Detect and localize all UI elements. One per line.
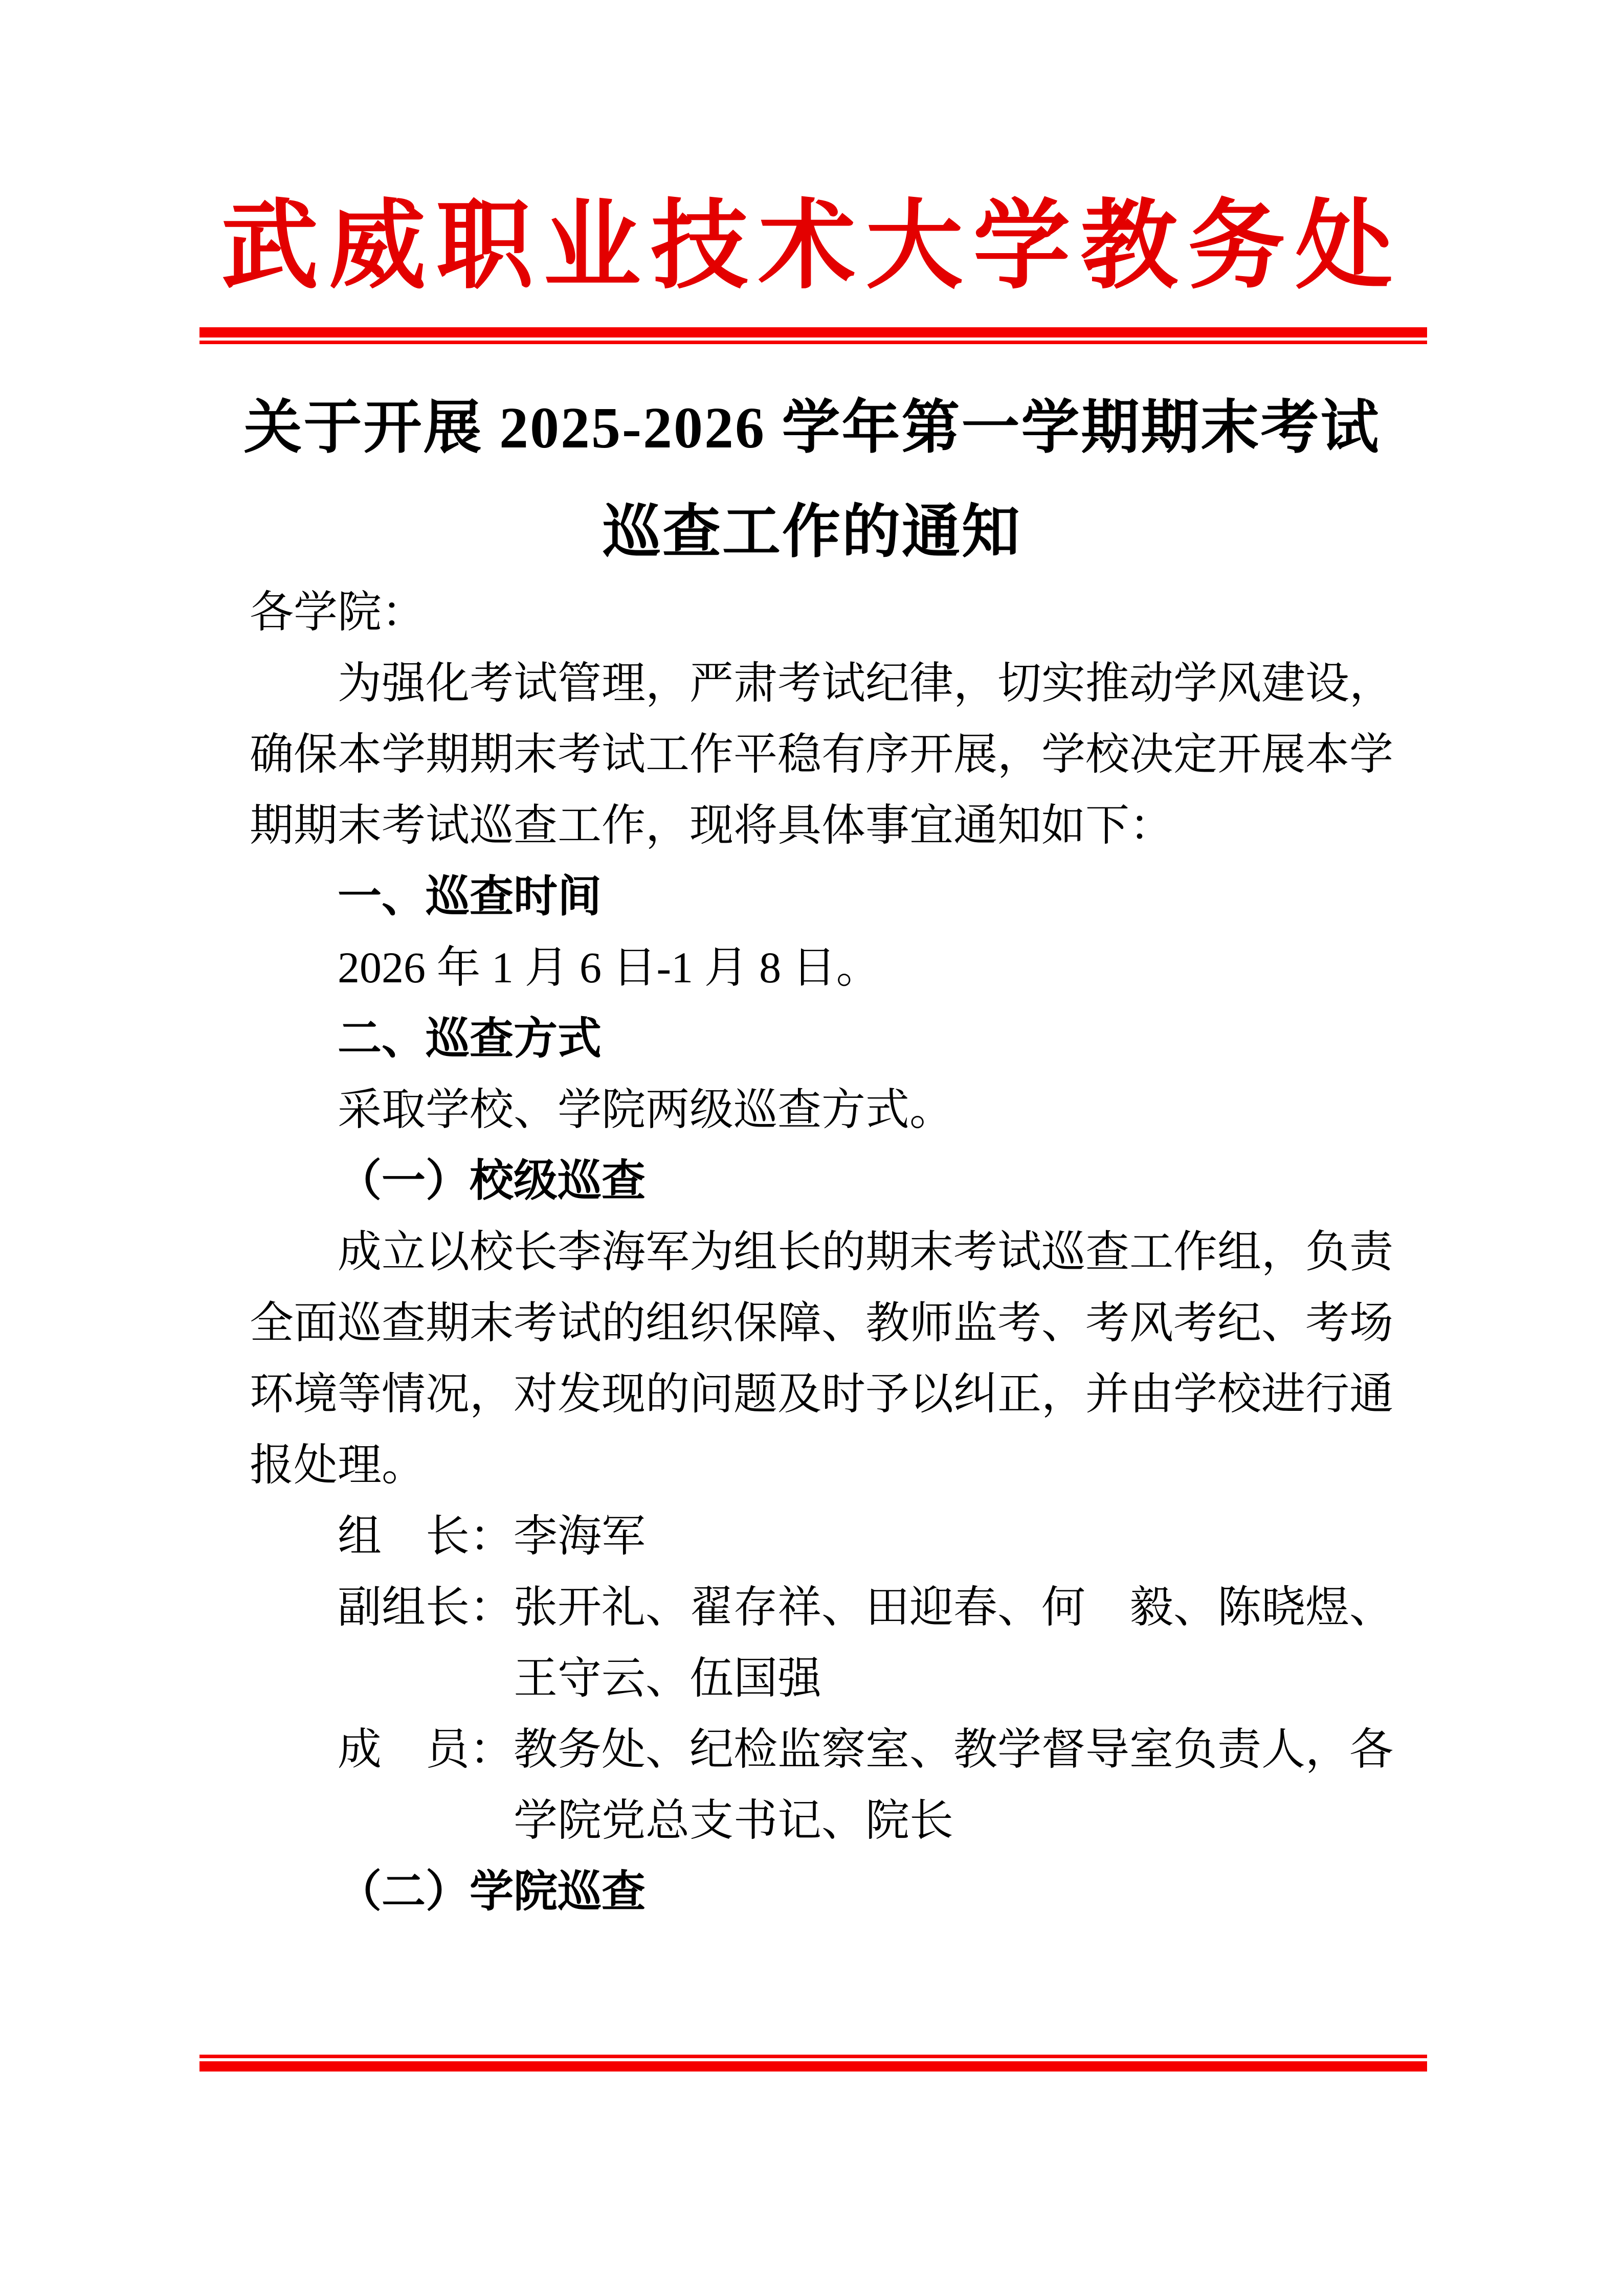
document-title (0, 376, 1624, 584)
body-line-paragraph: 全面巡查期末考试的组织保障、教师监考、考风考纪、考场 (250, 1298, 1393, 1347)
body-line-paragraph: 环境等情况，对发现的问题及时予以纠正，并由学校进行通 (250, 1369, 1393, 1419)
separator-thick-line (199, 2061, 1427, 2072)
letterhead-org-name: 武威职业技术大学教务处 (221, 193, 1403, 301)
body-line-paragraph: 确保本学期期末考试工作平稳有序开展，学校决定开展本学 (250, 730, 1393, 779)
body-line-inspection-date: 2026 年 1 月 6 日-1 月 8 日。 (338, 943, 880, 992)
document-title-line-1: 关于开展 2025-2026 学年第一学期期末考试 (243, 395, 1381, 460)
body-line-paragraph: 报处理。 (250, 1440, 426, 1490)
body-line-salutation: 各学院： (250, 588, 426, 637)
letterhead-separator (199, 327, 1427, 344)
document-title-line-2: 巡查工作的通知 (602, 500, 1021, 565)
body-line-group-leader: 组 长：李海军 (338, 1512, 646, 1561)
body-line-paragraph: 期期末考试巡查工作，现将具体事宜通知如下： (250, 801, 1173, 850)
separator-thin-line (199, 2055, 1427, 2058)
body-line-paragraph: 为强化考试管理，严肃考试纪律，切实推动学风建设， (338, 659, 1393, 708)
separator-thick-line (199, 327, 1427, 337)
footer-separator (199, 2055, 1427, 2072)
body-line-deputy-leaders: 副组长：张开礼、翟存祥、田迎春、何 毅、陈晓煜、 (338, 1583, 1393, 1632)
body-line-paragraph: 成立以校长李海军为组长的期末考试巡查工作组，负责 (338, 1227, 1393, 1276)
body-heading-section-2: 二、巡查方式 (338, 1014, 602, 1063)
body-heading-section-1: 一、巡查时间 (338, 872, 602, 921)
body-subheading-college-level: （二）学院巡查 (338, 1867, 646, 1916)
body-line-deputy-leaders-cont: 王守云、伍国强 (514, 1654, 821, 1703)
document-body (250, 577, 1406, 1927)
body-line-paragraph: 采取学校、学院两级巡查方式。 (338, 1085, 953, 1134)
body-subheading-school-level: （一）校级巡查 (338, 1156, 646, 1205)
body-line-members: 成 员：教务处、纪检监察室、教学督导室负责人，各 (338, 1725, 1393, 1774)
body-line-members-cont: 学院党总支书记、院长 (514, 1796, 953, 1845)
separator-thin-line (199, 341, 1427, 344)
